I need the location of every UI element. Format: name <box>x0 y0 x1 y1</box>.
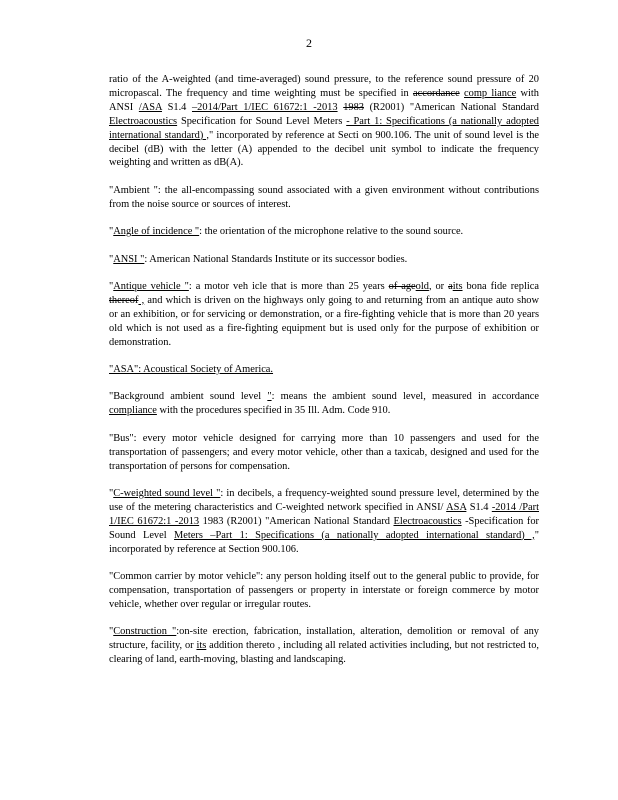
inserted-text: " <box>267 391 272 403</box>
text-run: -Specification for Sound Level <box>109 515 539 541</box>
text-run: " incorporated by reference at Secti on 900.106. The unit of sound level is the decibel (dB) with the letter (A) appended to the decibel unit symbol to indicate the frequency weighting and written as dB(A). <box>109 129 540 169</box>
paragraph-gap <box>109 170 539 184</box>
inserted-text: comp liance <box>464 87 517 99</box>
inserted-text: compliance <box>109 405 157 417</box>
text-run: : the orientation of the microphone relative to the sound source. <box>199 226 464 238</box>
inserted-text: Antique vehicle " <box>113 280 189 292</box>
text-run: " <box>109 280 114 292</box>
deleted-text: thereof <box>109 294 139 306</box>
definition-paragraph <box>109 487 539 557</box>
paragraph-gap <box>109 556 539 570</box>
inserted-text: , <box>138 294 145 306</box>
document-body <box>109 73 539 667</box>
definition-paragraph <box>109 390 539 418</box>
text-run: with the procedures specified in 35 Ill. Adm. Code 910. <box>156 405 391 417</box>
inserted-text: -2014 /Part 1/IEC 61672:1 -2013 <box>109 501 539 527</box>
text-run: S1.4 <box>161 101 192 113</box>
definition-paragraph <box>109 184 539 212</box>
text-run: 1983 (R2001) "American National Standard <box>199 515 394 527</box>
inserted-text: C-weighted sound level " <box>113 487 221 499</box>
definition-paragraph <box>109 570 539 612</box>
text-run: "Bus": every motor vehicle designed for carrying more than 10 passengers and used for the transportation of passengers; and every motor vehicle, other than a taxicab, designed and used for the transportation of persons for compensation. <box>109 432 539 472</box>
inserted-text: ANSI " <box>113 253 145 265</box>
text-run: , or <box>428 280 449 292</box>
text-run: " <box>109 487 114 499</box>
inserted-text: its <box>452 280 463 292</box>
text-run: ratio of the A-weighted (and time-averaged) sound pressure, to the reference sound pressure of 20 micropascal. The frequency and time weighting must be specified in <box>109 74 539 99</box>
inserted-text: - Part 1: Specifications (a nationally adopted international standard) , <box>109 115 539 141</box>
text-run: " <box>109 253 114 265</box>
text-run: and which is driven on the highways only going to and returning from an antique auto show or an exhibition, or for servicing or demonstration, or a fire-fighting vehicle that is more than 20 years old which is not used as a fire-fighting equipment but is used only for the purpose of exhibition or demonstration. <box>109 294 539 348</box>
inserted-text: –2014/Part 1/IEC 61672:1 -2013 <box>191 101 338 113</box>
paragraph-gap <box>109 612 539 626</box>
text-run: "Background ambient sound level <box>109 391 268 403</box>
inserted-text: its <box>196 640 207 652</box>
definition-paragraph <box>109 225 539 239</box>
text-run: : American National Standards Institute or its successor bodies. <box>144 253 408 265</box>
deleted-text: of age <box>388 280 416 292</box>
paragraph-gap <box>109 350 539 364</box>
text-run: Specification for Sound Level Meters <box>177 115 347 127</box>
paragraph-gap <box>109 418 539 432</box>
text-run: " <box>109 226 114 238</box>
text-run: " <box>109 626 114 638</box>
inserted-text: ASA <box>446 501 467 513</box>
deleted-text: a <box>448 280 453 292</box>
text-run: S1.4 <box>466 501 492 513</box>
inserted-text: Construction " <box>113 626 177 638</box>
inserted-text: old <box>415 280 429 292</box>
text-run: with ANSI <box>109 87 539 113</box>
text-run: bona fide replica <box>462 280 539 292</box>
text-run: addition thereto , including all related activities including, but not restricted to, clearing of land, earth-moving, blasting and landscaping. <box>109 640 539 665</box>
paragraph-gap <box>109 377 539 391</box>
definition-paragraph <box>109 253 539 267</box>
text-run: :on-site erection, fabrication, installation, alteration, demolition or removal of any structure, facility, or <box>109 626 539 652</box>
paragraph-gap <box>109 239 539 253</box>
deleted-text: 1983 <box>343 101 364 113</box>
definition-paragraph <box>109 432 539 474</box>
deleted-text: accordance <box>412 87 460 99</box>
inserted-text: /ASA <box>138 101 162 113</box>
inserted-text: Electroacoustics <box>393 515 462 527</box>
text-run: : in decibels, a frequency-weighted sound pressure level, determined by the use of the metering characteristics and C-weighted network specified in ANSI/ <box>109 487 540 513</box>
text-run: : means the ambient sound level, measured in accordance <box>271 391 540 403</box>
inserted-text: Angle of incidence " <box>113 226 200 238</box>
text-run: (R2001) "American National Standard <box>363 101 539 113</box>
text-run: : a motor veh icle that is more than 25 years <box>188 280 389 292</box>
inserted-text: Electroacoustics <box>109 115 178 127</box>
inserted-text: Meters –Part 1: Specifications (a nationally adopted international standard) , <box>174 529 535 541</box>
inserted-text: "ASA": Acoustical Society of America. <box>109 364 274 375</box>
definition-paragraph <box>109 625 539 667</box>
paragraph-gap <box>109 266 539 280</box>
text-run: "Common carrier by motor vehicle": any person holding itself out to the general public to provide, for compensation, transportation of passengers or property in interstate or foreign commerce by motor vehicle, whether over regular or irregular routes. <box>109 570 539 610</box>
page-number: 2 <box>306 36 312 50</box>
definition-paragraph <box>109 363 539 377</box>
text-run: "Ambient ": the all-encompassing sound associated with a given environment without contributions from the noise source or sources of interest. <box>109 184 539 210</box>
paragraph-gap <box>109 473 539 487</box>
paragraph-gap <box>109 212 539 226</box>
text-run: " incorporated by reference at Section 900.106. <box>109 529 539 555</box>
definition-paragraph <box>109 73 539 170</box>
definition-paragraph <box>109 280 539 350</box>
